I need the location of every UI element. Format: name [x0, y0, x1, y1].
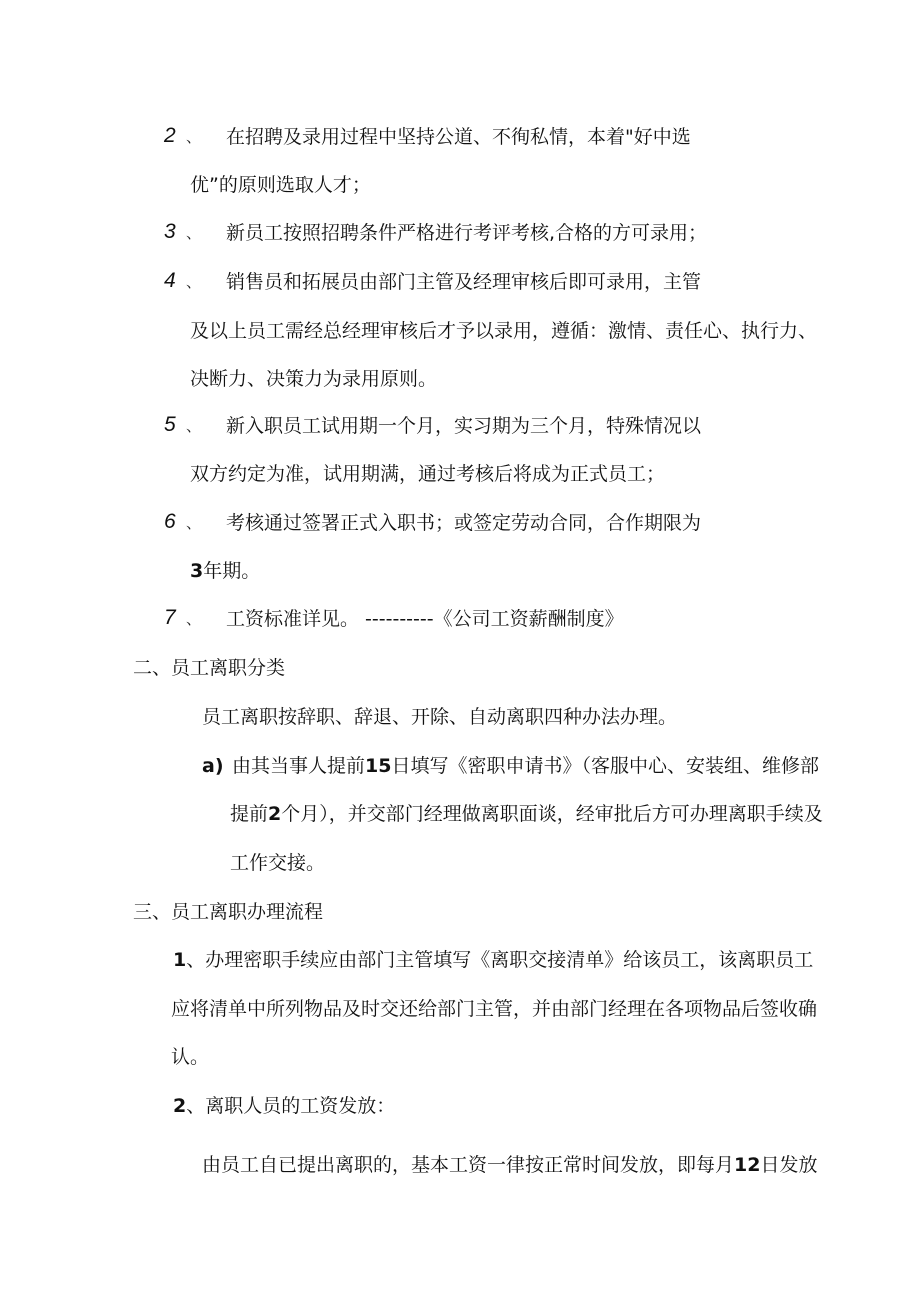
item-separator: 、: [186, 224, 202, 242]
item-number: 4: [164, 269, 176, 292]
text-fragment: 、离职人员的工资发放：: [186, 1095, 396, 1117]
paragraph-number: 2: [173, 1095, 187, 1117]
sub-item-continuation: [230, 801, 823, 827]
item-text: 新入职员工试用期一个月，实习期为三个月，特殊情况以: [226, 415, 702, 437]
section-heading: 三、员工离职办理流程: [133, 901, 324, 923]
text-fragment: 提前: [230, 803, 269, 825]
item-separator: 、: [186, 128, 202, 146]
sub-item-continuation: 工作交接。: [230, 852, 326, 874]
paragraph-line: [173, 947, 813, 973]
item-continuation: 决断力、决策力为录用原则。: [190, 368, 438, 390]
text-fragment: 、办理密职手续应由部门主管填写《离职交接清单》给该员工，该离职员工: [186, 949, 814, 971]
item-continuation: 优”的原则选取人才；: [190, 174, 371, 196]
item-text: 销售员和拓展员由部门主管及经理审核后即可录用，主管: [226, 271, 702, 293]
item-continuation-number: 3: [190, 560, 204, 582]
text-fragment: 日发放: [760, 1154, 818, 1176]
item-continuation-text: 年期。: [203, 560, 261, 582]
number-fragment: 12: [734, 1154, 761, 1176]
section-heading: 二、员工离职分类: [133, 657, 286, 679]
paragraph-line: [202, 1152, 817, 1178]
item-continuation: 及以上员工需经总经理审核后才予以录用，遵循：激情、责任心、执行力、: [190, 320, 818, 342]
paragraph-line: 应将清单中所列物品及时交还给部门主管，并由部门经理在各项物品后签收确: [171, 998, 818, 1020]
item-number: 5: [164, 413, 176, 436]
text-fragment: 由其当事人提前: [232, 755, 366, 777]
item-number: 2: [164, 124, 176, 147]
item-continuation: [190, 558, 260, 584]
item-separator: 、: [186, 514, 202, 532]
item-text: 新员工按照招聘条件严格进行考评考核,合格的方可录用；: [226, 222, 708, 244]
item-text: 工资标准详见。 ----------《公司工资薪酬制度》: [226, 608, 624, 630]
paragraph-line: 认。: [171, 1046, 210, 1068]
item-number: 3: [164, 220, 176, 243]
item-text: 在招聘及录用过程中坚持公道、不徇私情，本着"好中选: [226, 126, 691, 148]
item-text: 考核通过签署正式入职书；或签定劳动合同，合作期限为: [226, 512, 702, 534]
paragraph-line: [173, 1093, 395, 1119]
item-continuation: 双方约定为准，试用期满，通过考核后将成为正式员工；: [190, 463, 666, 485]
item-separator: 、: [186, 417, 202, 435]
item-separator: 、: [186, 610, 202, 628]
sub-item-text: [232, 753, 819, 779]
item-number: 6: [164, 510, 176, 533]
sub-item-label: a): [202, 755, 224, 777]
text-fragment: 日填写《密职申请书》（客服中心、安装组、维修部: [391, 755, 819, 777]
number-fragment: 15: [365, 755, 392, 777]
paragraph-number: 1: [173, 949, 187, 971]
number-fragment: 2: [268, 803, 282, 825]
item-separator: 、: [186, 273, 202, 291]
section-intro: 员工离职按辞职、辞退、开除、自动离职四种办法办理。: [202, 706, 678, 728]
text-fragment: 由员工自已提出离职的，基本工资一律按正常时间发放，即每月: [202, 1154, 735, 1176]
text-fragment: 个月），并交部门经理做离职面谈，经审批后方可办理离职手续及: [281, 803, 823, 825]
item-number: 7: [164, 606, 176, 629]
